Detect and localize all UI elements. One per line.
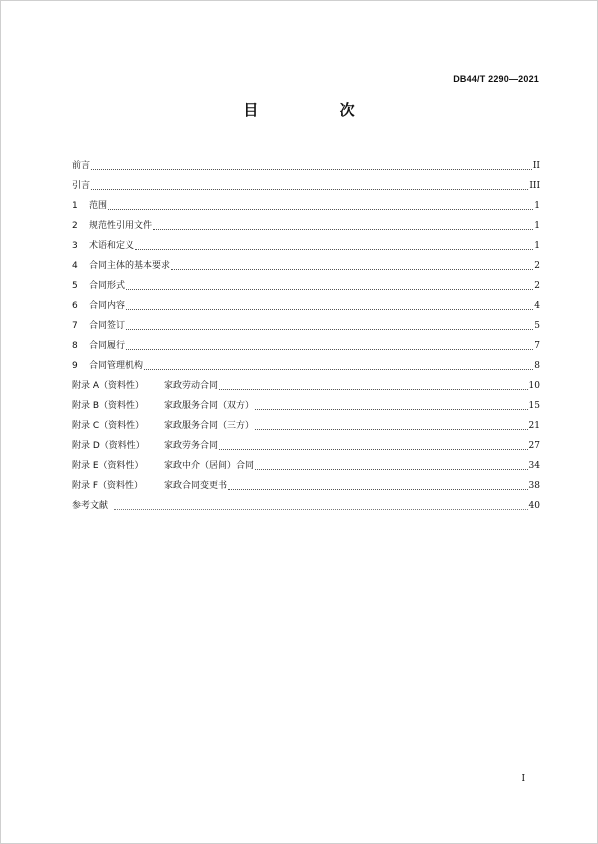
toc-entry-8[interactable] bbox=[72, 332, 540, 352]
toc-entry-label: 前言 bbox=[72, 161, 91, 171]
toc-entry-introduction[interactable] bbox=[72, 172, 540, 192]
toc-appendix-a[interactable] bbox=[72, 372, 540, 392]
toc-entry-label: 术语和定义 bbox=[89, 241, 135, 251]
table-of-contents bbox=[72, 152, 540, 512]
toc-leader bbox=[91, 168, 532, 170]
appendix-label: 附录 E（资料性） bbox=[72, 461, 144, 471]
toc-appendix-d[interactable] bbox=[72, 432, 540, 452]
toc-page-number: 1 bbox=[534, 201, 540, 211]
toc-entry-label: 范围 bbox=[89, 201, 108, 211]
toc-leader bbox=[108, 208, 533, 210]
toc-appendix-b[interactable] bbox=[72, 392, 540, 412]
appendix-title: 家政合同变更书 bbox=[164, 481, 228, 491]
toc-leader bbox=[126, 348, 533, 350]
toc-appendix-c[interactable] bbox=[72, 412, 540, 432]
toc-leader bbox=[144, 368, 533, 370]
toc-leader bbox=[153, 228, 533, 230]
toc-page-number: 40 bbox=[528, 501, 540, 511]
toc-entry-label: 合同管理机构 bbox=[89, 361, 144, 371]
toc-entry-number: 5 bbox=[72, 281, 78, 291]
toc-appendix-f[interactable] bbox=[72, 472, 540, 492]
toc-leader bbox=[126, 308, 533, 310]
toc-entry-5[interactable] bbox=[72, 272, 540, 292]
toc-leader bbox=[126, 288, 533, 290]
page-title: 目 次 bbox=[243, 101, 393, 119]
toc-entry-label: 合同内容 bbox=[89, 301, 126, 311]
toc-leader bbox=[91, 188, 528, 190]
toc-leader bbox=[219, 448, 528, 450]
toc-entry-label: 合同形式 bbox=[89, 281, 126, 291]
toc-entry-label: 规范性引用文件 bbox=[89, 221, 153, 231]
appendix-label: 附录 D（资料性） bbox=[72, 441, 145, 451]
appendix-label: 附录 C（资料性） bbox=[72, 421, 145, 431]
toc-page-number: III bbox=[529, 181, 540, 191]
toc-entry-6[interactable] bbox=[72, 292, 540, 312]
toc-leader bbox=[219, 388, 528, 390]
toc-entry-3[interactable] bbox=[72, 232, 540, 252]
toc-entry-2[interactable] bbox=[72, 212, 540, 232]
toc-entry-number: 6 bbox=[72, 301, 78, 311]
toc-leader bbox=[228, 488, 528, 490]
toc-page-number: 5 bbox=[534, 321, 540, 331]
toc-leader bbox=[171, 268, 533, 270]
toc-page-number: 38 bbox=[528, 481, 540, 491]
toc-entry-9[interactable] bbox=[72, 352, 540, 372]
toc-page-number: 2 bbox=[534, 261, 540, 271]
appendix-label: 附录 A（资料性） bbox=[72, 381, 145, 391]
toc-leader bbox=[255, 408, 528, 410]
toc-leader bbox=[255, 428, 528, 430]
toc-entry-number: 4 bbox=[72, 261, 78, 271]
toc-entry-7[interactable] bbox=[72, 312, 540, 332]
toc-page-number: II bbox=[532, 161, 540, 171]
toc-entry-label: 合同主体的基本要求 bbox=[89, 261, 171, 271]
toc-entry-1[interactable] bbox=[72, 192, 540, 212]
toc-page-number: 4 bbox=[534, 301, 540, 311]
toc-page-number: 21 bbox=[528, 421, 540, 431]
toc-page-number: 7 bbox=[534, 341, 540, 351]
toc-entry-label: 引言 bbox=[72, 181, 91, 191]
toc-entry-4[interactable] bbox=[72, 252, 540, 272]
toc-leader bbox=[114, 508, 528, 510]
toc-page-number: 8 bbox=[534, 361, 540, 371]
toc-page-number: 1 bbox=[534, 221, 540, 231]
toc-entry-number: 1 bbox=[72, 201, 78, 211]
appendix-label: 附录 B（资料性） bbox=[72, 401, 145, 411]
toc-entry-label: 参考文献 bbox=[72, 501, 109, 511]
toc-appendix-e[interactable] bbox=[72, 452, 540, 472]
toc-entry-label: 合同履行 bbox=[89, 341, 126, 351]
toc-page-number: 27 bbox=[528, 441, 540, 451]
toc-page-number: 15 bbox=[528, 401, 540, 411]
appendix-label: 附录 F（资料性） bbox=[72, 481, 144, 491]
appendix-title: 家政劳动合同 bbox=[164, 381, 219, 391]
toc-entry-number: 9 bbox=[72, 361, 78, 371]
toc-page-number: 2 bbox=[534, 281, 540, 291]
toc-entry-references[interactable] bbox=[72, 492, 540, 512]
toc-page-number: 10 bbox=[528, 381, 540, 391]
toc-entry-number: 7 bbox=[72, 321, 78, 331]
toc-entry-number: 2 bbox=[72, 221, 78, 231]
toc-entry-label: 合同签订 bbox=[89, 321, 126, 331]
document-code: DB44/T 2290—2021 bbox=[453, 74, 539, 84]
appendix-title: 家政服务合同（双方） bbox=[164, 401, 255, 411]
appendix-title: 家政中介（居间）合同 bbox=[164, 461, 255, 471]
toc-leader bbox=[135, 248, 533, 250]
toc-page-number: 34 bbox=[528, 461, 540, 471]
toc-entry-number: 3 bbox=[72, 241, 78, 251]
toc-leader bbox=[126, 328, 533, 330]
appendix-title: 家政服务合同（三方） bbox=[164, 421, 255, 431]
toc-page-number: 1 bbox=[534, 241, 540, 251]
toc-leader bbox=[255, 468, 528, 470]
toc-entry-number: 8 bbox=[72, 341, 78, 351]
appendix-title: 家政劳务合同 bbox=[164, 441, 219, 451]
footer-page-number: I bbox=[521, 774, 525, 784]
toc-entry-foreword[interactable] bbox=[72, 152, 540, 172]
